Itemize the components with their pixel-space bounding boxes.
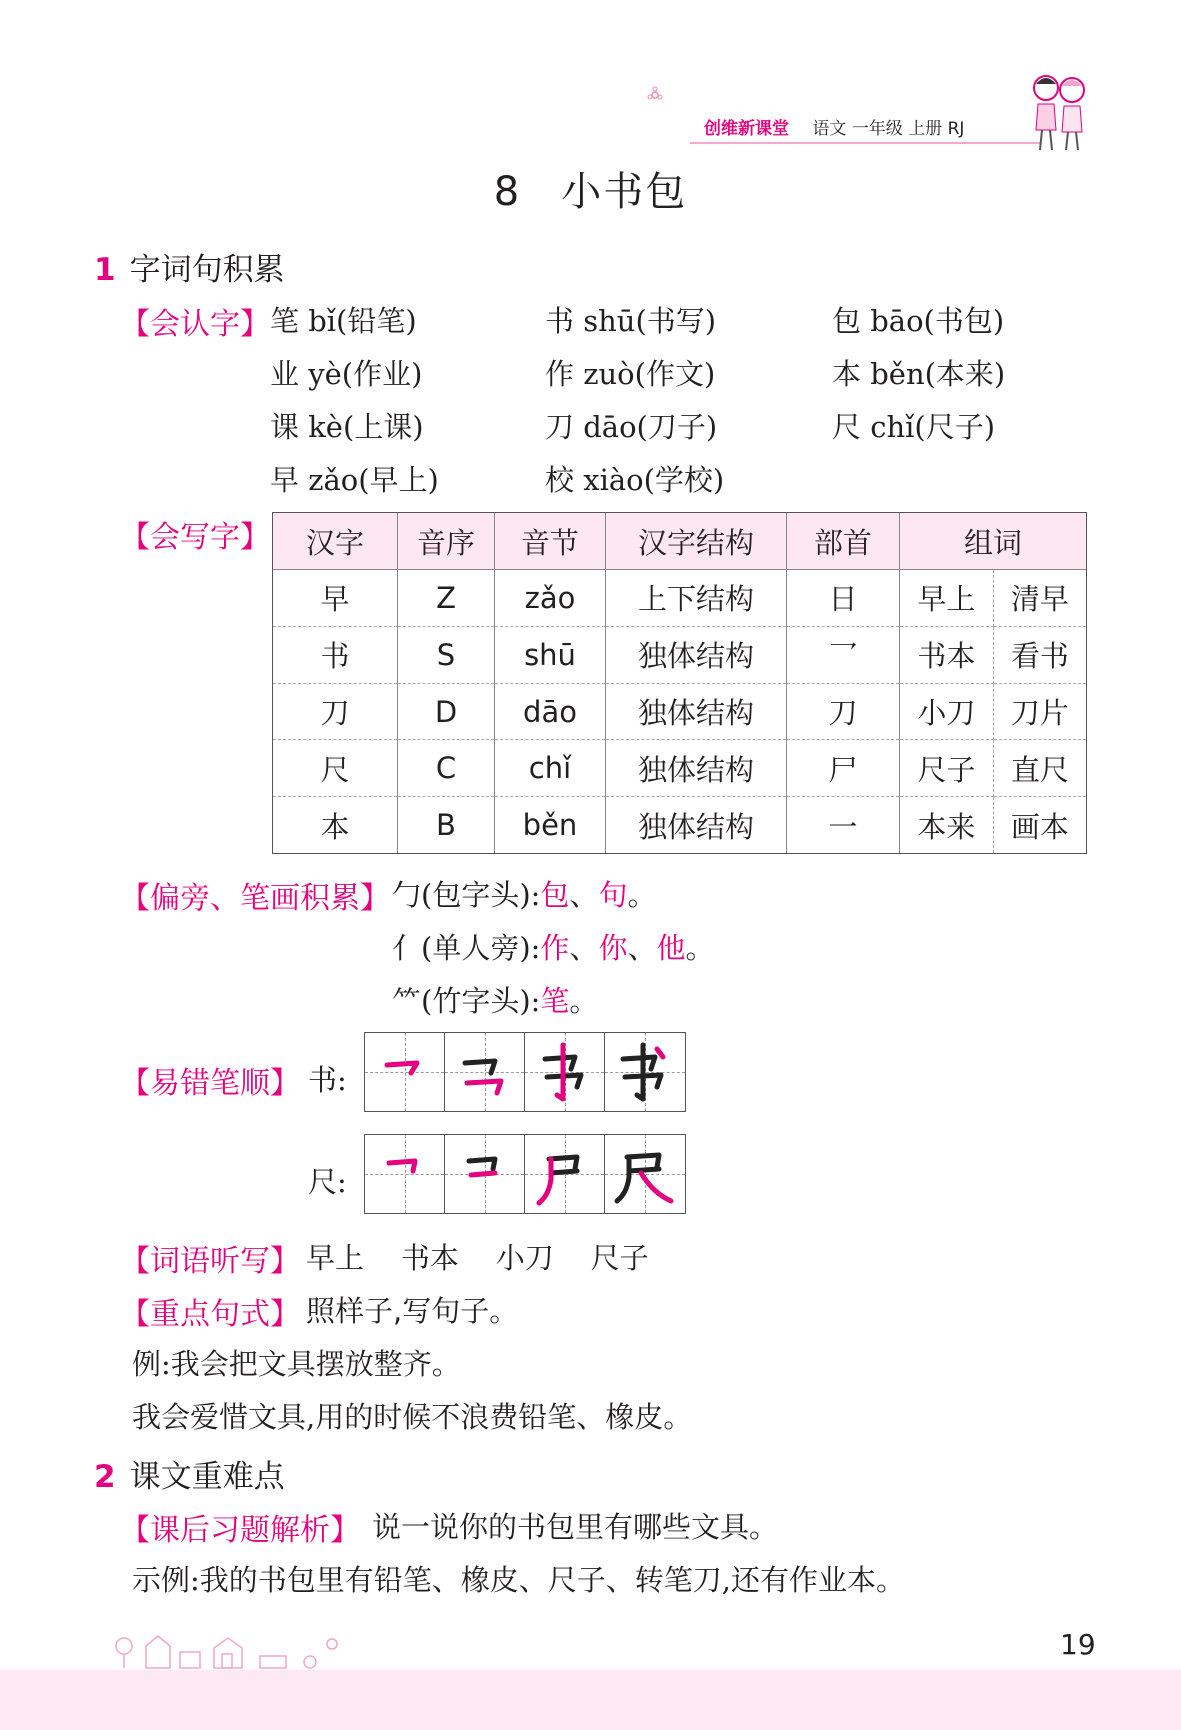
- pattern-example: 例:我会把文具摆放整齐。: [132, 1347, 461, 1381]
- recognize-item: 本 běn(本来): [832, 357, 1006, 391]
- table-cell: 尺子: [900, 740, 994, 797]
- table-cell: S: [398, 626, 495, 683]
- table-cell: běn: [495, 797, 606, 853]
- table-cell: 本来: [900, 797, 994, 853]
- children-illustration-icon: [1026, 70, 1092, 154]
- table-cell: 清早: [993, 570, 1086, 627]
- line-end: 。: [685, 931, 715, 965]
- stroke-step-1: [365, 1033, 445, 1111]
- pattern-answer: 我会爱惜文具,用的时候不浪费铅笔、橡皮。: [132, 1400, 693, 1434]
- separator: 、: [569, 878, 599, 912]
- table-row: [273, 797, 1086, 853]
- town-illustration-icon: [110, 1624, 370, 1670]
- table-cell: 一: [787, 797, 900, 853]
- table-cell: 早: [273, 570, 398, 627]
- separator: 、: [569, 931, 599, 965]
- table-cell: 日: [787, 570, 900, 627]
- stroke-step-2: [445, 1033, 525, 1111]
- lesson-title: [0, 160, 1181, 217]
- section-heading-1: [94, 244, 285, 289]
- table-row: [273, 626, 1086, 683]
- radical-example: 笔: [540, 984, 570, 1018]
- table-cell: 尺: [273, 740, 398, 797]
- separator: 、: [627, 931, 657, 965]
- line-end: 。: [627, 878, 657, 912]
- section-title: 课文重难点: [129, 1459, 285, 1495]
- recognize-item: 刀 dāo(刀子): [545, 410, 718, 444]
- brand-name: 创维新课堂: [704, 119, 789, 139]
- column-header: 音序: [398, 513, 495, 570]
- stroke-order-tag: 【易错笔顺】: [120, 1066, 300, 1101]
- recognize-item: 书 shū(书写): [545, 304, 717, 338]
- exercise-tag: 【课后习题解析】: [120, 1513, 360, 1548]
- recognize-item: 早 zǎo(早上): [270, 463, 439, 497]
- write-tag: 【会写字】: [120, 520, 270, 555]
- table-cell: zǎo: [495, 570, 606, 627]
- stroke-step-4: [605, 1135, 685, 1213]
- table-cell: dāo: [495, 683, 606, 740]
- recognize-item: 校 xiào(学校): [545, 463, 725, 497]
- table-cell: 刀片: [993, 683, 1086, 740]
- table-cell: 看书: [993, 626, 1086, 683]
- table-header-row: [273, 513, 1086, 570]
- section-number: 1: [94, 252, 116, 288]
- stroke-char-label: 尺:: [308, 1165, 347, 1199]
- stroke-step-4: [605, 1033, 685, 1111]
- table-row: [273, 570, 1086, 627]
- radical-line: [392, 873, 656, 914]
- column-header: 部首: [787, 513, 900, 570]
- table-cell: 刀: [787, 683, 900, 740]
- table-cell: D: [398, 683, 495, 740]
- table-row: [273, 683, 1086, 740]
- stroke-step-2: [445, 1135, 525, 1213]
- exercise-answer: 示例:我的书包里有铅笔、橡皮、尺子、转笔刀,还有作业本。: [132, 1563, 905, 1597]
- radical-example: 作: [540, 931, 570, 965]
- pattern-instruction: 照样子,写句子。: [306, 1294, 519, 1328]
- table-cell: 乛: [787, 626, 900, 683]
- table-cell: 直尺: [993, 740, 1086, 797]
- section-number: 2: [94, 1459, 116, 1495]
- table-cell: 刀: [273, 683, 398, 740]
- table-cell: Z: [398, 570, 495, 627]
- radical-label: 勹(包字头):: [392, 878, 541, 912]
- radical-example: 包: [540, 878, 570, 912]
- table-cell: 本: [273, 797, 398, 853]
- table-cell: 早上: [900, 570, 994, 627]
- recognize-item: 包 bāo(书包): [832, 304, 1005, 338]
- stroke-step-3: [525, 1135, 605, 1213]
- radical-label: ⺮(竹字头):: [392, 984, 541, 1018]
- lesson-number: 8: [493, 169, 522, 215]
- page-number: 19: [1060, 1628, 1096, 1661]
- table-cell: 小刀: [900, 683, 994, 740]
- line-end: 。: [569, 984, 599, 1018]
- radical-label: 亻(单人旁):: [392, 931, 541, 965]
- exercise-question: 说一说你的书包里有哪些文具。: [372, 1510, 779, 1544]
- table-cell: 书本: [900, 626, 994, 683]
- column-header: 组词: [900, 513, 1087, 570]
- stroke-grid-chi: [364, 1134, 686, 1214]
- dictation-tag: 【词语听写】: [120, 1244, 300, 1279]
- column-header: 汉字: [273, 513, 398, 570]
- table-cell: 独体结构: [606, 683, 787, 740]
- radical-example: 他: [656, 931, 686, 965]
- stroke-char-label: 书:: [308, 1063, 347, 1097]
- section-title: 字词句积累: [129, 252, 285, 288]
- table-cell: 尸: [787, 740, 900, 797]
- column-header: 汉字结构: [606, 513, 787, 570]
- table-cell: 独体结构: [606, 626, 787, 683]
- radicals-tag: 【偏旁、笔画积累】: [120, 881, 390, 916]
- table-cell: B: [398, 797, 495, 853]
- recognize-item: 业 yè(作业): [270, 357, 423, 391]
- table-cell: C: [398, 740, 495, 797]
- table-cell: 上下结构: [606, 570, 787, 627]
- header-bar: [704, 114, 964, 139]
- table-cell: 书: [273, 626, 398, 683]
- recognize-item: 课 kè(上课): [270, 410, 424, 444]
- table-cell: chǐ: [495, 740, 606, 797]
- lesson-title-text: 小书包: [561, 169, 688, 215]
- table-cell: 独体结构: [606, 740, 787, 797]
- dictation-words: 早上 书本 小刀 尺子: [306, 1241, 649, 1275]
- table-cell: 独体结构: [606, 797, 787, 853]
- recognize-tag: 【会认字】: [120, 307, 270, 342]
- pattern-tag: 【重点句式】: [120, 1297, 300, 1332]
- radical-example: 你: [598, 931, 628, 965]
- recognize-item: 尺 chǐ(尺子): [832, 410, 996, 444]
- section-heading-2: [94, 1451, 285, 1496]
- recognize-item: 作 zuò(作文): [545, 357, 716, 391]
- stroke-step-1: [365, 1135, 445, 1213]
- recognize-item: 笔 bǐ(铅笔): [270, 304, 417, 338]
- column-header: 音节: [495, 513, 606, 570]
- table-row: [273, 740, 1086, 797]
- flower-decoration-icon: [646, 86, 664, 104]
- radical-example: 句: [598, 878, 628, 912]
- book-info: 语文 一年级 上册 RJ: [812, 119, 965, 139]
- stroke-grid-shu: [364, 1032, 686, 1112]
- stroke-step-3: [525, 1033, 605, 1111]
- table-cell: shū: [495, 626, 606, 683]
- header-divider: [690, 142, 1040, 144]
- write-table: [272, 512, 1087, 854]
- table-cell: 画本: [1010, 809, 1069, 844]
- radical-line: [392, 926, 715, 967]
- footer-band: [0, 1670, 1181, 1730]
- radical-line: [392, 979, 598, 1020]
